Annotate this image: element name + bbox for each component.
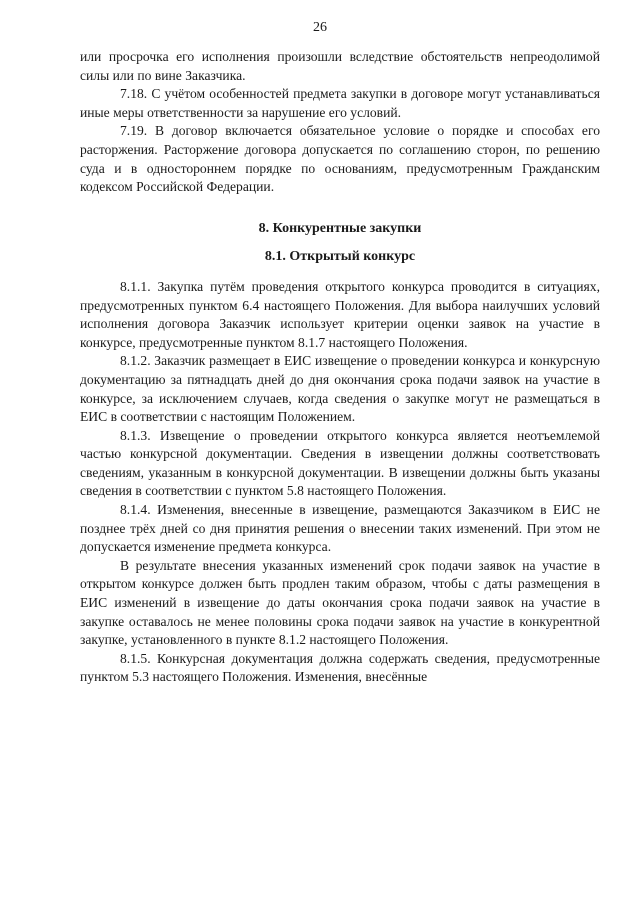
paragraph-continuation: или просрочка его исполнения произошли вследствие обстоятельств непреодолимой силы или по вине Заказчика.: [80, 49, 600, 83]
paragraph-7-18: 7.18. С учётом особенностей предмета закупки в договоре могут устанавливаться иные меры ответственности за нарушение его условий.: [80, 86, 600, 120]
subsection-heading: 8.1. Открытый конкурс: [264, 249, 416, 265]
paragraph-8-1-1: 8.1.1. Закупка путём проведения открытого конкурса проводится в ситуациях, предусмотренных пунктом 6.4 настоящего Положения. Для выбора наилучших условий исполнения договора Заказчик использует критерии оценки заявок на участие в конкурсе, предусмотренные пунктом 8.1.7 настоящего Положения.: [80, 278, 600, 350]
paragraph-8-1-4: 8.1.4. Изменения, внесенные в извещение, размещаются Заказчиком в ЕИС не позднее трёх дней со дня принятия решения о внесении таких изменений. При этом не допускается изменение предмета конкурса.: [80, 502, 600, 555]
paragraph-8-1-2: 8.1.2. Заказчик размещает в ЕИС извещение о проведении конкурса и конкурсную документацию за пятнадцать дней до дня окончания срока подачи заявок на участие в конкурсе, за исключением случаев, когда сведения о закупке могут не размещаться в ЕИС в соответствии с настоящим Положением.: [80, 353, 600, 425]
document-body: [80, 48, 600, 687]
page-number: 26: [313, 20, 327, 35]
paragraph-8-1-4-continued: В результате внесения указанных изменений срок подачи заявок на участие в открытом конкурсе должен быть продлен таким образом, чтобы с даты размещения в ЕИС изменений в извещение до даты окончания срока подачи заявок на участие в закупке оставалось не менее половины срока подачи заявок на участие в конкурентной закупке, установленного в пункте 8.1.2 настоящего Положения.: [80, 557, 600, 648]
paragraph-8-1-3: 8.1.3. Извещение о проведении открытого конкурса является неотъемлемой частью конкурсной документации. Сведения в извещении должны соответствовать сведениям, указанным в конкурсной документации. В извещении должны быть указаны сведения в соответствии с пунктом 5.8 настоящего Положения.: [80, 427, 600, 499]
section-heading: 8. Конкурентные закупки: [258, 220, 422, 236]
paragraph-8-1-5: 8.1.5. Конкурсная документация должна содержать сведения, предусмотренные пунктом 5.3 настоящего Положения. Изменения, внесённые: [80, 650, 600, 685]
paragraph-7-19: 7.19. В договор включается обязательное условие о порядке и способах его расторжения. Расторжение договора допускается по соглашению сторон, по решению суда и в одностороннем порядке по основаниям, предусмотренным Гражданским кодексом Российской Федерации.: [80, 123, 600, 195]
